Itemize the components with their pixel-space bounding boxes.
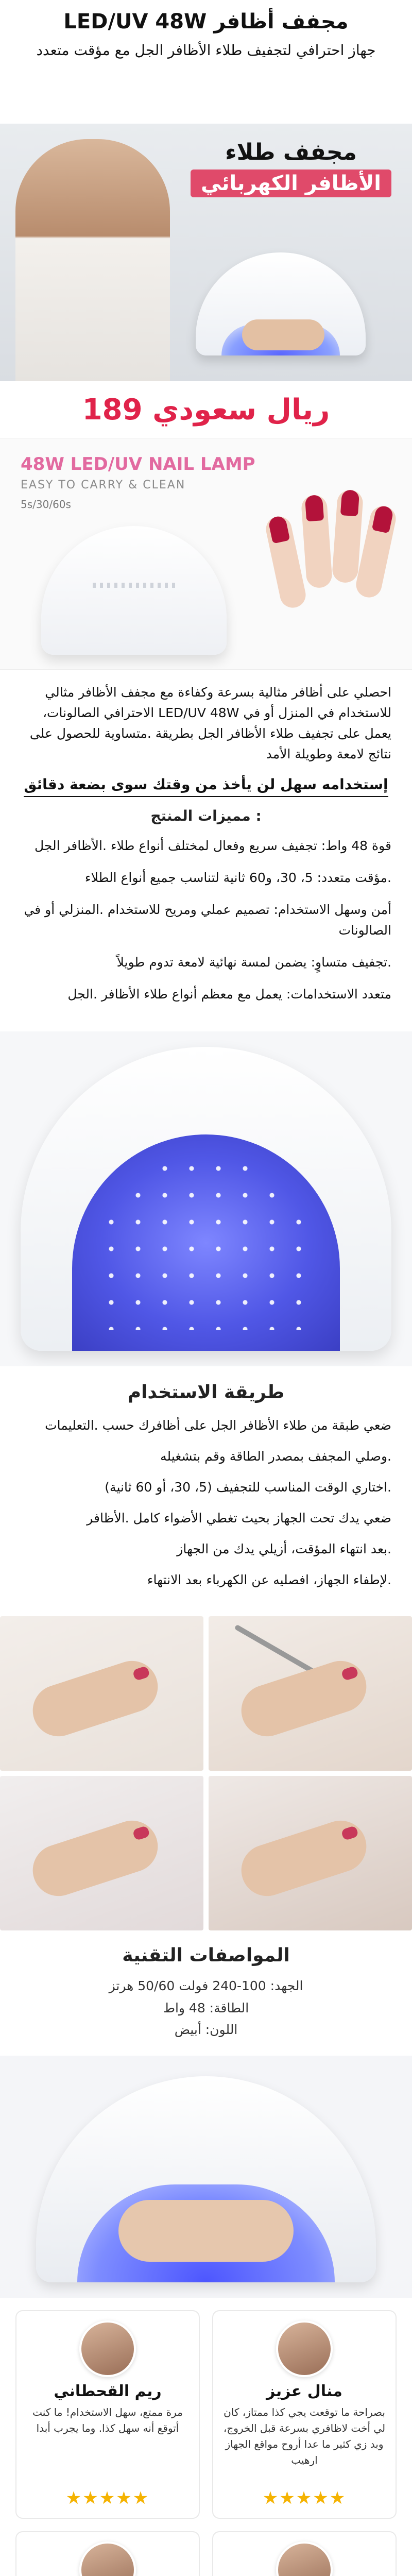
feature-item: متعدد الاستخدامات: يعمل مع معظم أنواع طلاء الأظافر .الجل bbox=[67, 987, 391, 1002]
spec-voltage: الجهد: 100-240 فولت 50/60 هرتز bbox=[109, 1978, 303, 1993]
feature-item: .مؤقت متعدد: 5، 30، و60 ثانية لتناسب جميع أنواع الطلاء bbox=[84, 870, 391, 885]
spec-color: اللون: أبيض bbox=[174, 2022, 238, 2037]
review-card bbox=[15, 2531, 200, 2576]
page-title: مجفف أظافر LED/UV 48W bbox=[63, 10, 349, 33]
review-text: بصراحة ما توقعت يجي كذا ممتاز، كان لي أخت لاظافري بسرعة قبل الخروج، وبد زي كثير ما عدا أروح مواقع الجهاز ارهيب bbox=[223, 2405, 386, 2466]
review-card bbox=[15, 2310, 200, 2519]
features-intro: احصلي على أظافر مثالية بسرعة وكفاءة مع مجفف الأظافر مثالي للاستخدام في المنزل أو في LED/UV 48W الاحترافي الصالونات، يعمل على تجفيف طلاء الأظافر الجل بطريقة .متساوية للحصول على نتائج لامعة وطويلة الأمد bbox=[29, 685, 391, 761]
feature-item: قوة 48 واط: تجفيف سريع وفعال لمختلف أنواع طلاء .الأظافر الجل bbox=[34, 838, 391, 853]
usage-photo bbox=[0, 1776, 203, 1930]
hand-image bbox=[118, 2200, 294, 2262]
features-section bbox=[0, 670, 412, 1031]
usage-step: ضعي طبقة من طلاء الأظافر الجل على أظافرك حسب .التعليمات bbox=[45, 1418, 391, 1433]
rating-stars: ★★★★★ bbox=[262, 2487, 347, 2509]
avatar bbox=[276, 2320, 333, 2377]
page-header bbox=[0, 0, 412, 124]
review-text: مرة ممتع، سهل الاستخدام! ما كنت أتوقع أنه سهل كذا. وما يجرب أبدا bbox=[32, 2405, 183, 2434]
nails-image bbox=[268, 485, 391, 639]
avatar bbox=[79, 2320, 136, 2377]
avatar bbox=[79, 2541, 136, 2576]
usage-heading: طريقة الاستخدام bbox=[127, 1382, 285, 1403]
usage-section bbox=[0, 1366, 412, 1616]
usage-step: .اختاري الوقت المناسب للتجفيف (5، 30، أو 60 ثانية) bbox=[105, 1480, 391, 1495]
usage-step: .وصلي المجفف بمصدر الطاقة وقم بتشغيله bbox=[160, 1449, 391, 1464]
features-tagline: إستخدامه سهل لن يأخذ من وقتك سوى بضعة دقائق bbox=[24, 776, 388, 797]
feature-item: أمن وسهل الاستخدام: تصميم عملي ومريح للاستخدام .المنزلي أو في الصالونات bbox=[24, 902, 391, 938]
usage-photo bbox=[209, 1616, 412, 1771]
hero-title-line1: مجفف طلاء bbox=[225, 139, 357, 165]
banner-timer: 5s/30/60s bbox=[21, 498, 71, 511]
usage-step: .لإطفاء الجهاز، افصليه عن الكهرباء بعد الانتهاء bbox=[147, 1572, 391, 1587]
usage-photo bbox=[209, 1776, 412, 1930]
usage-step: .بعد انتهاء المؤقت، أزيلي يدك من الجهاز bbox=[177, 1541, 391, 1556]
nail-lamp-image bbox=[41, 526, 227, 655]
review-card bbox=[212, 2531, 397, 2576]
price-label: ريال سعودي 189 bbox=[82, 393, 330, 427]
banner-title: 48W LED/UV NAIL LAMP bbox=[21, 454, 255, 474]
usage-step: ضعي يدك تحت الجهاز بحيث تغطي الأضواء كامل .الأظافر bbox=[87, 1511, 391, 1526]
usage-photo bbox=[0, 1616, 203, 1771]
review-card bbox=[212, 2310, 397, 2519]
avatar bbox=[276, 2541, 333, 2576]
hero-title bbox=[191, 139, 391, 197]
hero-title-line2: الأظافر الكهربائي bbox=[191, 170, 391, 197]
product-banner bbox=[0, 438, 412, 670]
banner-subtitle: EASY TO CARRY & CLEAN bbox=[21, 479, 186, 492]
lamp-vents bbox=[93, 583, 175, 588]
lamp-interior-image bbox=[0, 1031, 412, 1366]
page-subtitle: جهاز احترافي لتجفيف طلاء الأظافر الجل مع مؤقت متعدد bbox=[36, 42, 376, 59]
features-heading: : مميزات المنتج bbox=[150, 807, 262, 824]
specs-heading: المواصفات التقنية bbox=[122, 1945, 290, 1966]
specs-section bbox=[0, 1930, 412, 2056]
reviewer-name: منال عزيز bbox=[266, 2382, 342, 2400]
hero-image bbox=[0, 124, 412, 381]
feature-item: .تجفيف متساوٍ: يضمن لمسة نهائية لامعة تدوم طويلاً bbox=[116, 955, 391, 970]
rating-stars: ★★★★★ bbox=[65, 2487, 150, 2509]
lamp-with-hand-image bbox=[0, 2056, 412, 2298]
spec-power: الطاقة: 48 واط bbox=[163, 2000, 249, 2015]
reviewer-name: ريم القحطاني bbox=[54, 2382, 162, 2400]
reviews-section bbox=[0, 2298, 412, 2576]
price-section bbox=[0, 381, 412, 438]
model-photo bbox=[15, 139, 170, 381]
photo-grid bbox=[0, 1616, 412, 1930]
hand-image bbox=[242, 319, 324, 350]
